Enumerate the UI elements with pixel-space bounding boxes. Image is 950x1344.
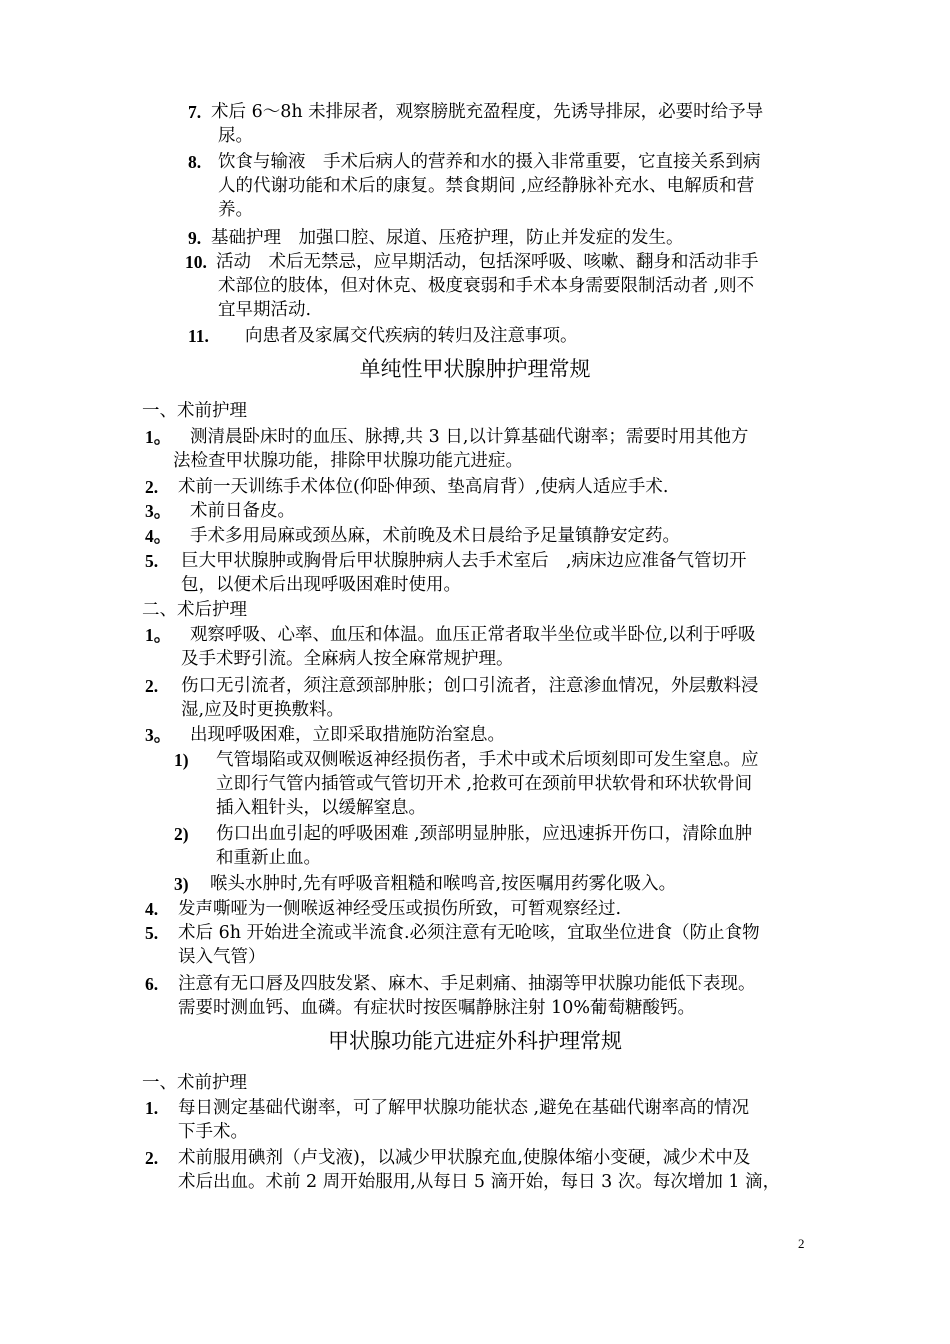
- item-text: 术前服用碘剂（卢戈液)，以减少甲状腺充血,使腺体缩小变硬，减少术中及: [178, 1148, 751, 1168]
- item-text: 每日测定基础代谢率，可了解甲状腺功能状态 ,避免在基础代谢率高的情况: [178, 1098, 750, 1118]
- item-text: 人的代谢功能和术后的康复。禁食期间 ,应经静脉补充水、电解质和营: [218, 176, 755, 196]
- item-number: 5.: [145, 923, 159, 943]
- item-number: 4。: [145, 526, 172, 546]
- item-text: 湿,应及时更换敷料。: [181, 700, 345, 720]
- item-text: 尿。: [218, 126, 253, 146]
- item-text: 出现呼吸困难，立即采取措施防治窒息。: [190, 725, 505, 745]
- item-text: 巨大甲状腺肿或胸骨后甲状腺肿病人去手术室后 ,病床边应准备气管切开: [181, 551, 747, 571]
- item-text: 插入粗针头，以缓解窒息。: [216, 798, 426, 818]
- section-heading: 一、术前护理: [142, 401, 247, 421]
- item-text: 宜早期活动.: [218, 300, 312, 320]
- item-text: 基础护理 加强口腔、尿道、压疮护理，防止并发症的发生。: [211, 228, 684, 248]
- item-number: 1。: [145, 625, 172, 645]
- section-heading: 一、术前护理: [142, 1073, 247, 1093]
- item-text: 术部位的肢体，但对休克、极度衰弱和手术本身需要限制活动者 ,则不: [218, 276, 755, 296]
- item-text: 术后 6h 开始进全流或半流食.必须注意有无呛咳，宜取坐位进食（防止食物: [178, 923, 760, 943]
- item-number: 2): [174, 824, 189, 844]
- item-number: 4.: [145, 899, 159, 919]
- item-text: 术后 6～8h 未排尿者，观察膀胱充盈程度，先诱导排尿，必要时给予导: [211, 102, 764, 122]
- item-number: 1): [174, 750, 189, 770]
- item-text: 术后出血。术前 2 周开始服用,从每日 5 滴开始，每日 3 次。每次增加 1 滴，: [178, 1172, 781, 1192]
- item-text: 误入气管）: [178, 947, 266, 967]
- item-number: 5.: [145, 551, 159, 571]
- item-text: 养。: [218, 200, 253, 220]
- item-number: 2.: [145, 1148, 159, 1168]
- item-text: 气管塌陷或双侧喉返神经损伤者，手术中或术后顷刻即可发生窒息。应: [216, 750, 759, 770]
- item-text: 包，以便术后出现呼吸困难时使用。: [181, 575, 461, 595]
- item-number: 3。: [145, 725, 172, 745]
- item-text: 饮食与输液 手术后病人的营养和水的摄入非常重要，它直接关系到病: [218, 152, 761, 172]
- item-number: 11.: [188, 326, 209, 346]
- section-title: 甲状腺功能亢进症外科护理常规: [328, 1029, 622, 1053]
- item-number: 1。: [145, 427, 172, 447]
- item-text: 法检查甲状腺功能，排除甲状腺功能亢进症。: [173, 451, 523, 471]
- item-text: 喉头水肿时,先有呼吸音粗糙和喉鸣音,按医嘱用药雾化吸入。: [210, 874, 677, 894]
- item-text: 向患者及家属交代疾病的转归及注意事项。: [245, 326, 578, 346]
- item-number: 9.: [188, 228, 202, 248]
- item-text: 手术多用局麻或颈丛麻，术前晚及术日晨给予足量镇静安定药。: [190, 526, 680, 546]
- item-number: 6.: [145, 974, 159, 994]
- item-text: 伤口出血引起的呼吸困难 ,颈部明显肿胀，应迅速拆开伤口，清除血肿: [216, 824, 753, 844]
- section-title: 单纯性甲状腺肿护理常规: [359, 357, 591, 381]
- item-text: 立即行气管内插管或气管切开术 ,抢救可在颈前甲状软骨和环状软骨间: [216, 774, 753, 794]
- item-number: 3): [174, 874, 189, 894]
- item-number: 1.: [145, 1098, 159, 1118]
- item-number: 3。: [145, 501, 172, 521]
- item-text: 观察呼吸、心率、血压和体温。血压正常者取半坐位或半卧位,以利于呼吸: [190, 625, 756, 645]
- section-heading: 二、术后护理: [142, 600, 247, 620]
- item-text: 伤口无引流者，须注意颈部肿胀；创口引流者，注意渗血情况，外层敷料浸: [181, 676, 759, 696]
- item-text: 注意有无口唇及四肢发紧、麻木、手足刺痛、抽溺等甲状腺功能低下表现。: [178, 974, 756, 994]
- item-number: 8.: [188, 152, 202, 172]
- item-text: 下手术。: [178, 1122, 248, 1142]
- item-number: 2.: [145, 676, 159, 696]
- item-text: 术前一天训练手术体位(仰卧伸颈、垫高肩背）,使病人适应手术.: [178, 477, 669, 497]
- item-number: 2.: [145, 477, 159, 497]
- item-text: 及手术野引流。全麻病人按全麻常规护理。: [181, 649, 514, 669]
- item-text: 和重新止血。: [216, 848, 321, 868]
- item-text: 发声嘶哑为一侧喉返神经受压或损伤所致，可暂观察经过.: [178, 899, 622, 919]
- item-text: 测清晨卧床时的血压、脉搏,共 3 日,以计算基础代谢率；需要时用其他方: [190, 427, 749, 447]
- item-number: 7.: [188, 102, 202, 122]
- page-number: 2: [798, 1236, 805, 1251]
- item-text: 活动 术后无禁忌，应早期活动，包括深呼吸、咳嗽、翻身和活动非手: [216, 252, 759, 272]
- item-text: 需要时测血钙、血磷。有症状时按医嘱静脉注射 10%葡萄糖酸钙。: [178, 998, 695, 1018]
- item-text: 术前日备皮。: [190, 501, 295, 521]
- item-number: 10.: [185, 252, 207, 272]
